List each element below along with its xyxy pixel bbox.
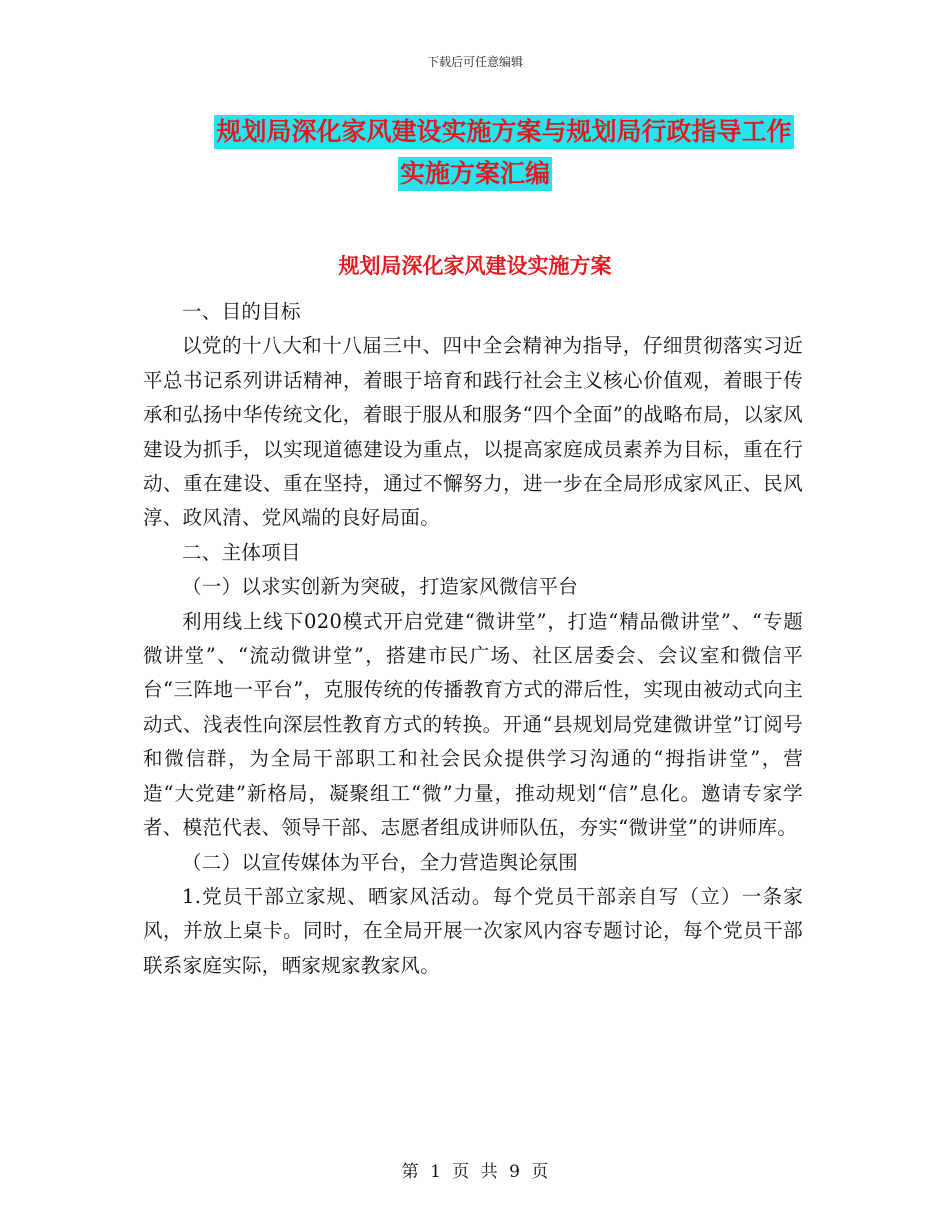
header-note: 下载后可任意编辑 bbox=[426, 55, 523, 69]
document-title-line-2 bbox=[0, 157, 950, 191]
paragraph-goals: 以党的十八大和十八届三中、四中全会精神为指导，仔细贯彻落实习近平总书记系列讲话精神，着眼于培育和践行社会主义核心价值观，着眼于传承和弘扬中华传统文化，着眼于服从和服务“四个全面”的战略布局，以家风建设为抓手，以实现道德建设为重点，以提高家庭成员素养为目标，重在行动、重在建设、重在坚持，通过不懈努力，进一步在全局形成家风正、民风淳、政风清、党风端的良好局面。 bbox=[143, 334, 803, 530]
title-highlight-1: 规划局深化家风建设实施方案与规划局行政指导工作 bbox=[214, 115, 793, 149]
heading-goals: 一、目的目标 bbox=[182, 300, 301, 323]
subheading-media-platform: （二）以宣传媒体为平台，全力营造舆论氛围 bbox=[182, 850, 579, 874]
heading-main-projects: 二、主体项目 bbox=[182, 540, 301, 564]
body-text bbox=[143, 295, 803, 983]
document-title-line-1 bbox=[58, 115, 950, 149]
subheading-wechat-platform: （一）以求实创新为突破，打造家风微信平台 bbox=[182, 575, 579, 599]
title-highlight-2: 实施方案汇编 bbox=[398, 157, 552, 191]
paragraph-family-rules: 1.党员干部立家规、晒家风活动。每个党员干部亲自写（立）一条家风，并放上桌卡。同时，在全局开展一次家风内容专题讨论，每个党员干部联系家庭实际，晒家规家教家风。 bbox=[143, 884, 803, 977]
paragraph-wechat-platform: 利用线上线下020模式开启党建“微讲堂”，打造“精品微讲堂”、“专题微讲堂”、“流动微讲堂”，搭建市民广场、社区居委会、会议室和微信平台“三阵地一平台”，克服传统的传播教育方式的滞后性，实现由被动式向主动式、浅表性向深层性教育方式的转换。开通“县规划局党建微讲堂”订阅号和微信群，为全局干部职工和社会民众提供学习沟通的“拇指讲堂”，营造“大党建”新格局，凝聚组工“微”力量，推动规划“信”息化。邀请专家学者、模范代表、领导干部、志愿者组成讲师队伍，夯实“微讲堂”的讲师库。 bbox=[143, 609, 803, 840]
section-title: 规划局深化家风建设实施方案 bbox=[338, 254, 612, 278]
page-footer: 第 1 页 共 9 页 bbox=[401, 1162, 549, 1182]
